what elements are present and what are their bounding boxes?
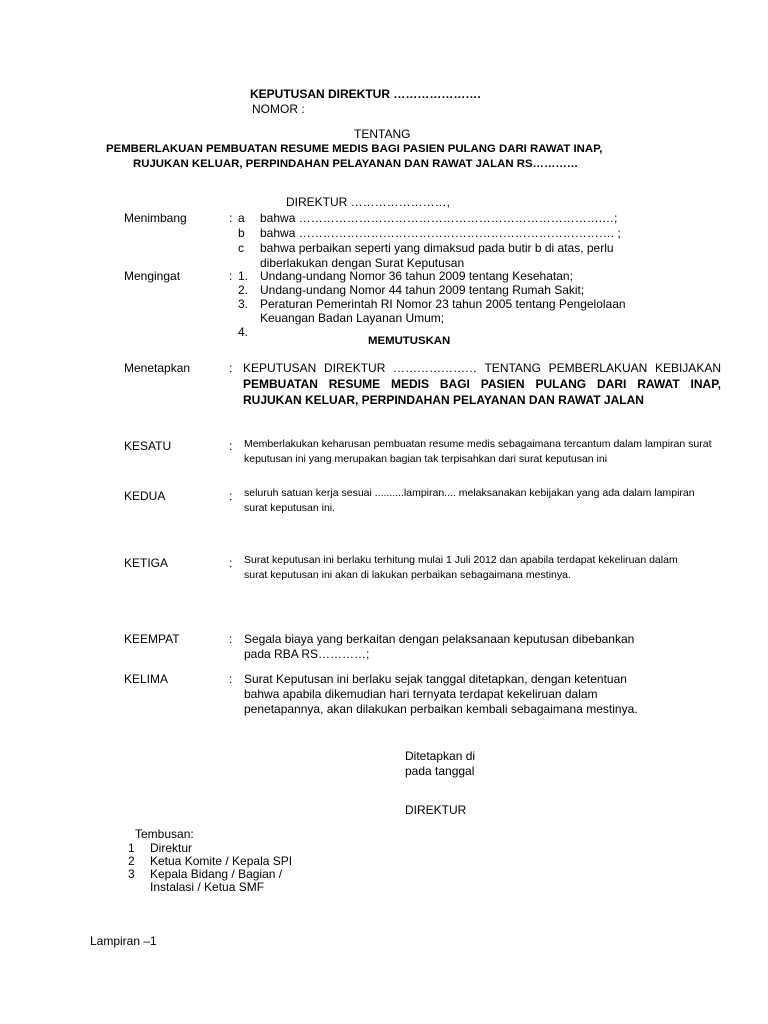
menimbang-label: Menimbang (124, 211, 187, 225)
kesatu-text: Memberlakukan keharusan pembuatan resume medis sebagaimana tercantum dalam lampiran surat keputusan ini yang merupakan bagian tak terpisahkan dari surat keputusan ini (244, 438, 712, 465)
tembusan-item-2: Ketua Komite / Kepala SPI (150, 854, 293, 868)
mengingat-label: Mengingat (124, 269, 181, 283)
kesatu-colon: : (229, 439, 233, 453)
mengingat-item-3-line2: Keuangan Badan Layanan Umum; (260, 311, 445, 325)
mengingat-marker-2: 2. (238, 283, 249, 297)
menimbang-item-c-line2: diberlakukan dengan Surat Keputusan (260, 256, 465, 270)
tembusan-item-3-line1: Kepala Bidang / Bagian / (150, 867, 283, 881)
signature-direktur: DIREKTUR (405, 803, 467, 817)
menimbang-item-b: bahwa ……………………………………………………………………. ; (260, 226, 621, 240)
menimbang-item-a: bahwa ………………………………………………………………….…; (260, 211, 618, 225)
mengingat-marker-4: 4. (238, 325, 249, 339)
ketiga-colon: : (229, 556, 233, 570)
tentang-label: TENTANG (354, 127, 411, 141)
keempat-line1: Segala biaya yang berkaitan dengan pelaksanaan keputusan dibebankan (244, 632, 635, 646)
menimbang-marker-c: c (238, 241, 244, 255)
menetapkan-text (243, 360, 721, 408)
menetapkan-colon: : (229, 361, 233, 375)
keempat-line2: pada RBA RS…………; (244, 647, 370, 661)
kelima-colon: : (229, 672, 233, 686)
menimbang-item-c-line1: bahwa perbaikan seperti yang dimaksud pada butir b di atas, perlu (260, 241, 614, 255)
direktur-heading: DIREKTUR ……………………, (286, 195, 451, 209)
memutuskan-heading: MEMUTUSKAN (368, 335, 451, 347)
tembusan-num-1: 1 (128, 841, 135, 855)
tembusan-title: Tembusan: (135, 827, 194, 841)
ketiga-label: KETIGA (124, 556, 169, 570)
menetapkan-text-normal: KEPUTUSAN DIREKTUR ………………… TENTANG PEMBERLAKUAN KEBIJAKAN (243, 361, 721, 375)
kedua-text: seluruh satuan kerja sesuai ..........lampiran.... melaksanakan kebijakan yang ada dalam lampiran surat keputusan ini. (244, 487, 695, 514)
pada-tanggal-label: pada tanggal (405, 764, 475, 778)
tembusan-item-1: Direktur (150, 841, 193, 855)
mengingat-item-3-line1: Peraturan Pemerintah RI Nomor 23 tahun 2005 tentang Pengelolaan (260, 297, 626, 311)
mengingat-marker-1: 1. (238, 269, 249, 283)
lampiran-label: Lampiran –1 (90, 934, 157, 948)
menimbang-marker-b: b (238, 226, 245, 240)
kelima-line1: Surat Keputusan ini berlaku sejak tanggal ditetapkan, dengan ketentuan (244, 672, 627, 686)
tembusan-num-2: 2 (128, 854, 135, 868)
nomor-label: NOMOR : (252, 102, 305, 116)
ketiga-text: Surat keputusan ini berlaku terhitung mulai 1 Juli 2012 dan apabila terdapat kekeliruan dalam surat keputusan ini akan di lakukan perbaikan sebagaimana mestinya. (244, 554, 678, 581)
ditetapkan-label: Ditetapkan di (405, 749, 476, 763)
keempat-colon: : (229, 632, 233, 646)
mengingat-colon: : (229, 269, 233, 283)
subject-line-1: PEMBERLAKUAN PEMBUATAN RESUME MEDIS BAGI PASIEN PULANG DARI RAWAT INAP, (106, 143, 603, 155)
kelima-label: KELIMA (124, 672, 169, 686)
document-title: KEPUTUSAN DIREKTUR …………………. (250, 87, 481, 101)
kedua-colon: : (229, 489, 233, 503)
kelima-line3: penetapannya, akan dilakukan perbaikan kembali sebagaimana mestinya. (244, 702, 638, 716)
keempat-label: KEEMPAT (124, 632, 180, 646)
menetapkan-text-bold: PEMBUATAN RESUME MEDIS BAGI PASIEN PULANG DARI RAWAT INAP, RUJUKAN KELUAR, PERPINDAHAN PELAYANAN DAN RAWAT JALAN (243, 377, 721, 407)
mengingat-marker-3: 3. (238, 297, 249, 311)
subject-line-2: RUJUKAN KELUAR, PERPINDAHAN PELAYANAN DAN RAWAT JALAN RS………… (133, 158, 579, 170)
mengingat-item-1: Undang-undang Nomor 36 tahun 2009 tentang Kesehatan; (260, 269, 573, 283)
tembusan-item-3-line2: Instalasi / Ketua SMF (150, 880, 265, 894)
menimbang-marker-a: a (238, 211, 245, 225)
menimbang-colon: : (229, 211, 233, 225)
kedua-label: KEDUA (124, 489, 166, 503)
mengingat-item-2: Undang-undang Nomor 44 tahun 2009 tentang Rumah Sakit; (260, 283, 585, 297)
kelima-line2: bahwa apabila dikemudian hari ternyata terdapat kekeliruan dalam (244, 687, 598, 701)
kesatu-label: KESATU (124, 439, 172, 453)
tembusan-num-3: 3 (128, 867, 135, 881)
menetapkan-label: Menetapkan (124, 361, 191, 375)
